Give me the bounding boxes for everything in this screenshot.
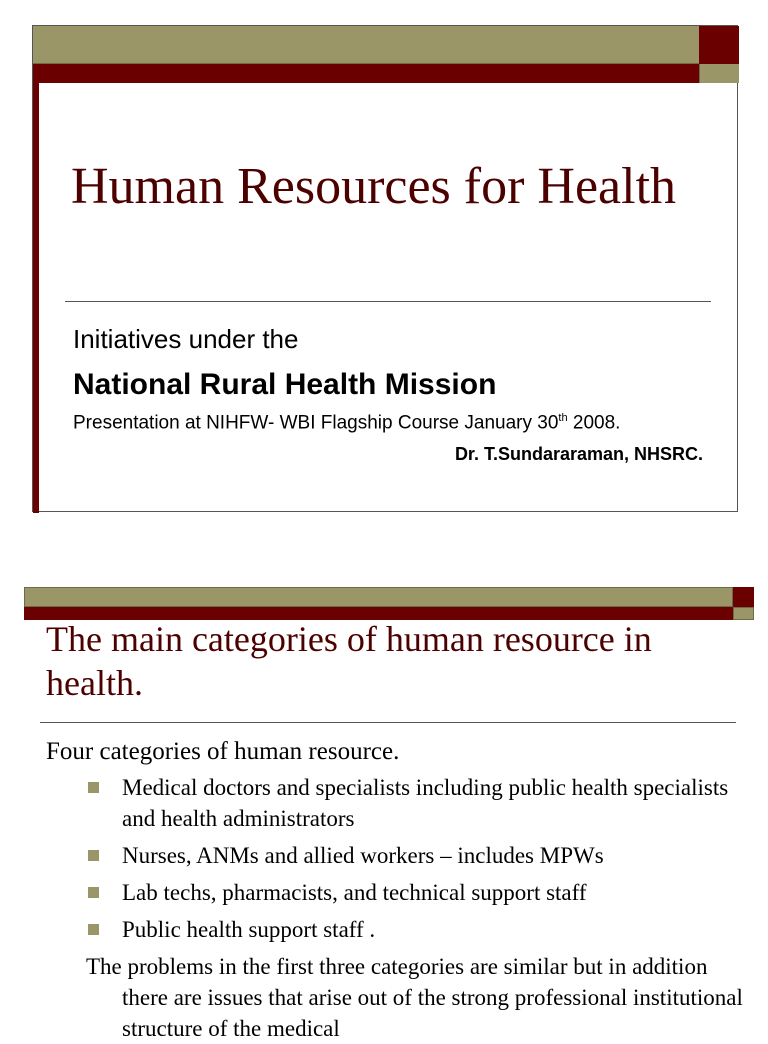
list-item — [88, 877, 746, 908]
square-bullet-icon — [88, 782, 99, 793]
square-bullet-icon — [88, 850, 99, 861]
intro-text: Four categories of human resource. — [46, 738, 400, 765]
title-divider — [65, 301, 711, 302]
list-item — [88, 840, 746, 871]
slide-title: The main categories of human resource in health. — [46, 619, 652, 703]
header-maroon-bar — [33, 64, 699, 83]
list-item-text: Nurses, ANMs and allied workers – includes MPWs — [122, 843, 604, 868]
presentation-info — [73, 412, 620, 434]
problems-paragraph: The problems in the first three categories are similar but in addition there are issues that arise out of the strong professional institutional structure of the medical — [86, 954, 743, 1041]
list-item-text: Medical doctors and specialists including public health specialists and health administrators — [122, 775, 729, 831]
list-item — [88, 772, 746, 834]
list-item — [88, 914, 746, 945]
square-bullet-icon — [88, 887, 99, 898]
presentation-year: 2008. — [567, 412, 621, 434]
presentation-ordinal: th — [558, 412, 568, 424]
header-olive-bar — [24, 587, 733, 607]
left-accent-stripe — [33, 83, 39, 513]
slide-body — [46, 736, 746, 1044]
subtitle-intro: Initiatives under the — [73, 324, 299, 354]
header-maroon-square — [699, 26, 739, 64]
category-list — [46, 772, 746, 945]
header-maroon-square — [733, 587, 754, 607]
list-item-text: Lab techs, pharmacists, and technical support staff — [122, 880, 587, 905]
author-credit: Dr. T.Sundararaman, NHSRC. — [454, 444, 703, 464]
presentation-text: Presentation at NIHFW- WBI Flagship Course January 30 — [73, 412, 559, 434]
title-divider — [40, 722, 736, 723]
content-slide — [24, 587, 754, 1041]
header-olive-square — [699, 64, 739, 83]
square-bullet-icon — [88, 924, 99, 935]
title-slide — [32, 25, 738, 512]
slide-title: Human Resources for Health — [71, 158, 677, 215]
header-olive-bar — [33, 26, 699, 64]
list-item-text: Public health support staff . — [122, 917, 376, 942]
subtitle-mission: National Rural Health Mission — [73, 368, 497, 401]
